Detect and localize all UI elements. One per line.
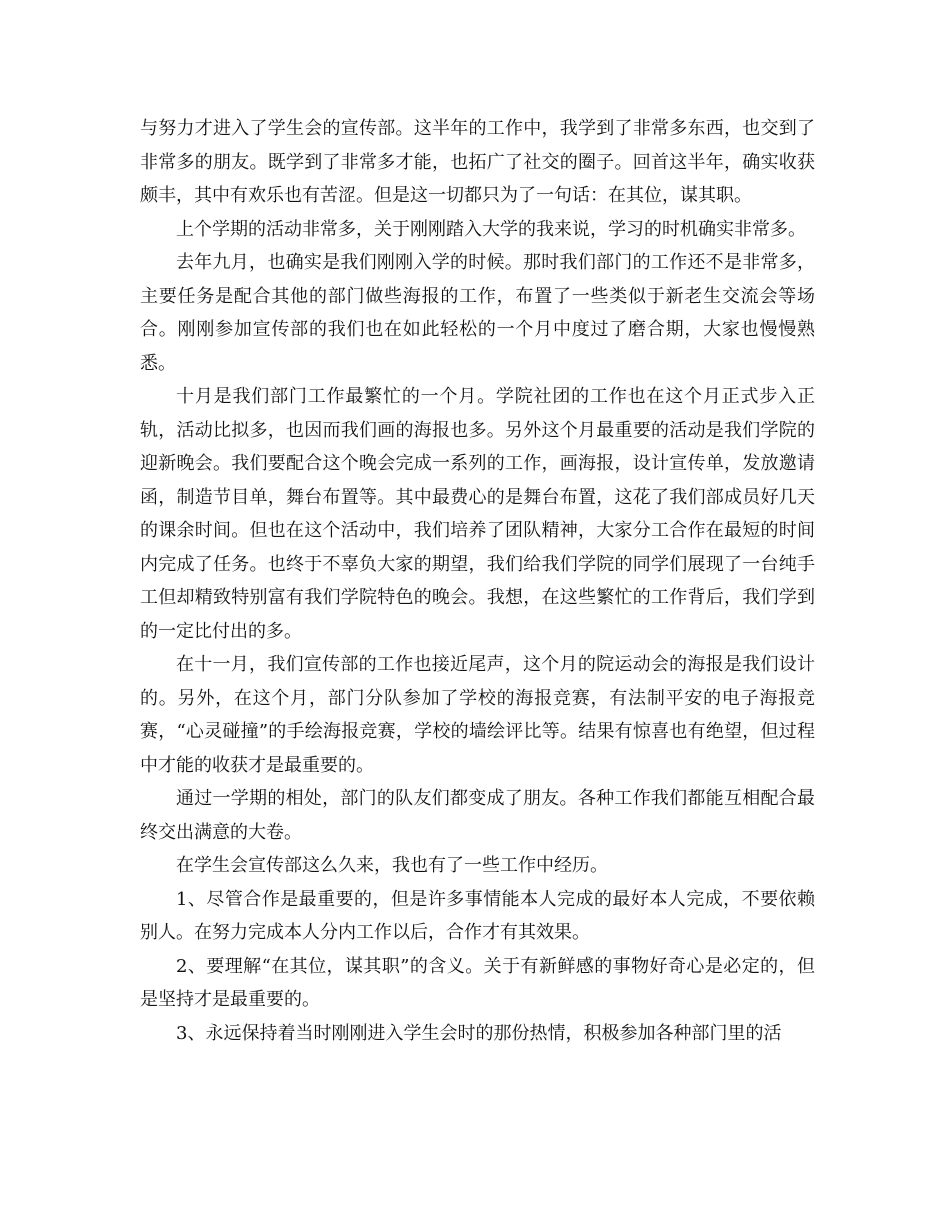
paragraph-9: 2、要理解“在其位，谋其职”的含义。关于有新鲜感的事物好奇心是必定的，但是坚持才是最重要的。 bbox=[140, 955, 815, 1010]
paragraph-4: 十月是我们部门工作最繁忙的一个月。学院社团的工作也在这个月正式步入正轨，活动比拟多，也因而我们画的海报也多。另外这个月最重要的活动是我们学院的迎新晚会。我们要配合这个晚会完成一系列的工作，画海报，设计宣传单，发放邀请函，制造节目单，舞台布置等。其中最费心的是舞台布置，这花了我们部成员好几天的课余时间。但也在这个活动中，我们培养了团队精神，大家分工合作在最短的时间内完成了任务。也终于不辜负大家的期望，我们给我们学院的同学们展现了一台纯手工但却精致特别富有我们学院特色的晚会。我想，在这些繁忙的工作背后，我们学到的一定比付出的多。 bbox=[140, 386, 815, 642]
paragraph-1: 与努力才进入了学生会的宣传部。这半年的工作中，我学到了非常多东西，也交到了非常多的朋友。既学到了非常多才能，也拓广了社交的圈子。回首这半年，确实收获颇丰，其中有欢乐也有苦涩。但是这一切都只为了一句话：在其位，谋其职。 bbox=[140, 118, 815, 206]
document-body bbox=[140, 112, 815, 1050]
paragraph-10: 3、永远保持着当时刚刚进入学生会时的那份热情，积极参加各种部门里的活 bbox=[176, 1022, 782, 1044]
paragraph-5: 在十一月，我们宣传部的工作也接近尾声，这个月的院运动会的海报是我们设计的。另外，在这个月，部门分队参加了学校的海报竞赛，有法制平安的电子海报竞赛，“心灵碰撞”的手绘海报竞赛，学校的墙绘评比等。结果有惊喜也有绝望，但过程中才能的收获才是最重要的。 bbox=[140, 654, 815, 776]
paragraph-6: 通过一学期的相处，部门的队友们都变成了朋友。各种工作我们都能互相配合最终交出满意的大卷。 bbox=[140, 788, 815, 843]
paragraph-7: 在学生会宣传部这么久来，我也有了一些工作中经历。 bbox=[176, 855, 608, 876]
paragraph-3: 去年九月，也确实是我们刚刚入学的时候。那时我们部门的工作还不是非常多，主要任务是配合其他的部门做些海报的工作，布置了一些类似于新老生交流会等场合。刚刚参加宣传部的我们也在如此轻松的一个月中度过了磨合期，大家也慢慢熟悉。 bbox=[140, 252, 815, 374]
paragraph-2: 上个学期的活动非常多，关于刚刚踏入大学的我来说，学习的时机确实非常多。 bbox=[176, 218, 806, 240]
paragraph-8: 1、尽管合作是最重要的，但是许多事情能本人完成的最好本人完成，不要依赖别人。在努力完成本人分内工作以后，合作才有其效果。 bbox=[140, 888, 815, 943]
